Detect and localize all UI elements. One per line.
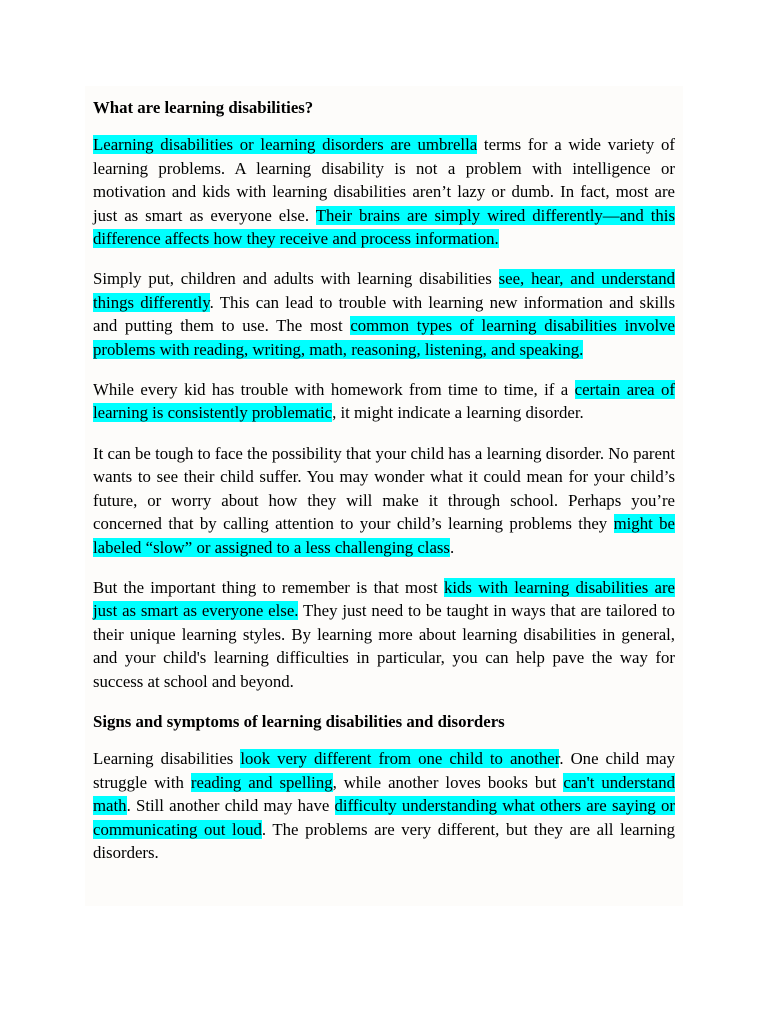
paragraph [93,378,675,425]
text-run: It can be tough to face the possibility that your child has a learning disorder. No parent wants to see their child suffer. You may wonder what it could mean for your child’s future, or worry about how they will make it through school. Perhaps you’re concerned that by calling attention to your child’s learning problems they [93,443,675,534]
text-run: . The problems are very different, but they are all learning disorders. [93,819,675,862]
text-run: . One child may struggle with [93,749,675,792]
text-run: Learning disabilities [93,749,241,769]
section-heading-signs-and-symptoms: Signs and symptoms of learning disabilities and disorders [93,711,505,731]
highlighted-text: look very different from one child to another [240,749,560,769]
highlighted-text: Their brains are simply wired differently—and this difference affects how they receive and process information. [93,205,676,249]
highlighted-text: see, hear, and understand things differently [93,269,675,312]
document-body [85,86,683,906]
paragraph [93,576,675,693]
text-run: While every kid has trouble with homework from time to time, if a [93,380,575,400]
text-run: . This can lead to trouble with learning new information and skills and putting them to use. The most [93,292,675,336]
highlighted-text: reading and spelling [190,772,333,792]
paragraph [93,747,675,864]
highlighted-text: certain area of learning is consistently problematic [93,380,676,423]
paragraph [93,133,675,250]
highlighted-text: Learning disabilities or learning disorders are umbrella [93,135,478,155]
text-run: Simply put, children and adults with learning disabilities [93,269,499,289]
section-heading-what-are-learning-disabilities: What are learning disabilities? [93,98,314,117]
text-run: , while another loves books but [332,772,564,792]
highlighted-text: common types of learning disabilities involve problems with reading, writing, math, reasoning, listening, and speaking. [93,316,675,359]
text-run: But the important thing to remember is that most [93,577,444,597]
paragraph [93,442,675,559]
text-run: , it might indicate a learning disorder. [332,403,584,423]
text-run: . [449,537,455,557]
highlighted-text: difficulty understanding what others are saying or communicating out loud [93,796,675,839]
highlighted-text: can't understand math [93,772,675,816]
paragraph [93,267,675,361]
text-run: They just need to be taught in ways that are tailored to their unique learning styles. By learning more about learning disabilities in general, and your child's learning difficulties in particular, you can help pave the way for success at school and beyond. [93,601,676,691]
text-run: . Still another child may have [126,796,335,816]
highlighted-text: might be labeled “slow” or assigned to a less challenging class [93,514,675,557]
highlighted-text: kids with learning disabilities are just as smart as everyone else. [93,577,675,621]
text-run: terms for a wide variety of learning problems. A learning disability is not a problem with intelligence or motivation and kids with learning disabilities aren’t lazy or dumb. In fact, most are just as smart as everyone else. [93,135,675,225]
